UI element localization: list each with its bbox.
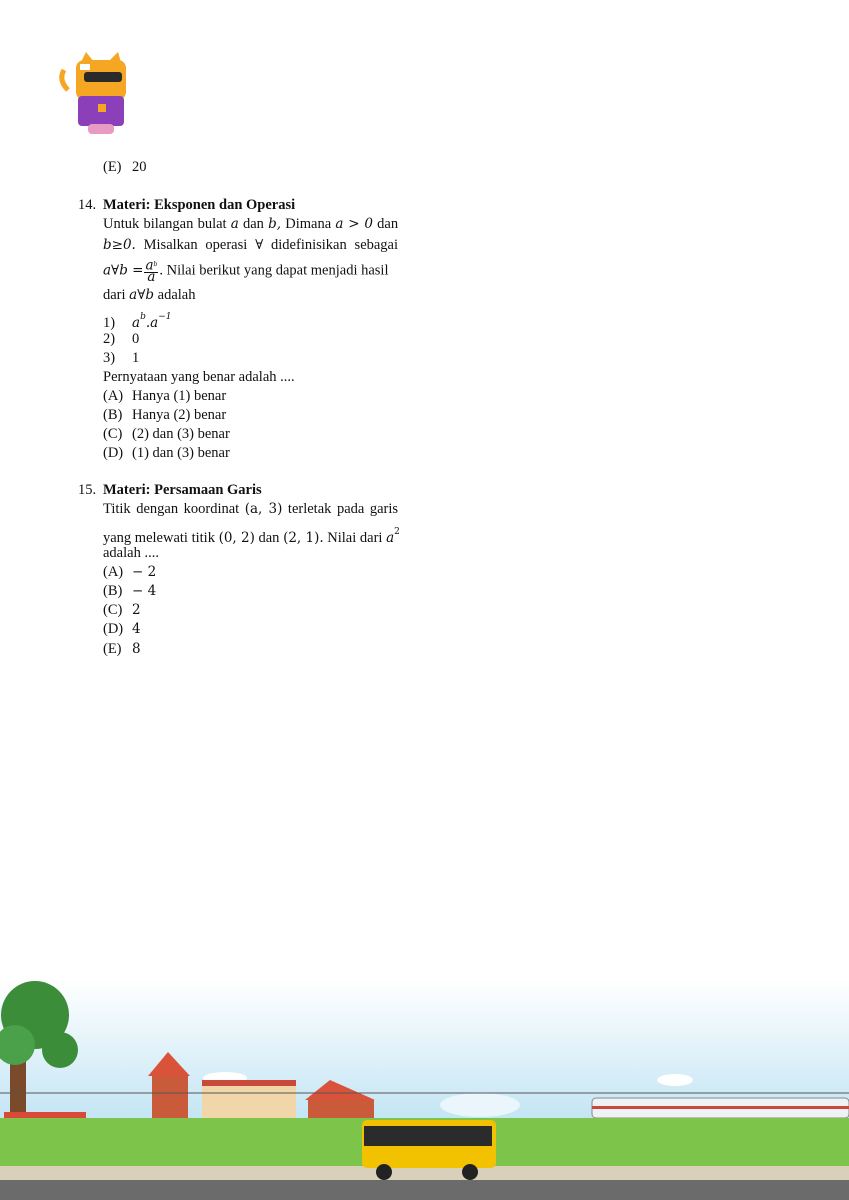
q15-number: 15. [78, 482, 97, 498]
q14-option-b[interactable]: (B) Hanya (2) benar [103, 407, 227, 423]
footer-city-illustration [0, 980, 849, 1200]
q15-option-e[interactable]: (E) 8 [103, 641, 141, 657]
q14-option-c[interactable]: (C) (2) dan (3) benar [103, 426, 230, 442]
q15-option-c[interactable]: (C) 2 [103, 602, 141, 618]
q14-option-d[interactable]: (D) (1) dan (3) benar [103, 445, 230, 461]
q15-text-line3: adalah .... [103, 545, 159, 561]
q15-option-d[interactable]: (D) 4 [103, 621, 141, 637]
q14-title: Materi: Eksponen dan Operasi [103, 197, 296, 213]
q14-text-line3: a∀b = $a^b$ a . Nilai berikut yang dapat menjadi hasil [103, 257, 389, 285]
q14-item-1: 1) $a^b.a^{-1}$ [103, 312, 172, 331]
q14-number: 14. [78, 197, 97, 213]
q14-text-line1: Untuk bilangan bulat a dan b, Dimana a > 0 dan [103, 216, 399, 232]
q14-option-a[interactable]: (A) Hanya (1) benar [103, 388, 227, 404]
prev-option-e: (E) 20 [103, 159, 147, 175]
q15-title: Materi: Persamaan Garis [103, 482, 262, 498]
q15-text-line2: yang melewati titik (0, 2) dan (2, 1). Nilai dari $a^2$ [103, 527, 400, 546]
operation-fraction: $a^b$ a [145, 257, 158, 285]
q14-text-line4: dari a∀b adalah [103, 287, 196, 303]
q14-text-line2: b≥0. Misalkan operasi ∀ didefinisikan sebagai [103, 237, 399, 253]
q14-statement: Pernyataan yang benar adalah .... [103, 369, 295, 385]
q15-option-b[interactable]: (B) − 4 [103, 583, 157, 599]
q14-item-2: 2) 0 [103, 331, 140, 347]
q15-text-line1: Titik dengan koordinat (a, 3) terletak pada garis [103, 501, 399, 517]
q15-option-a[interactable]: (A) − 2 [103, 564, 157, 580]
q14-item-3: 3) 1 [103, 350, 140, 366]
mascot-cat-logo [58, 50, 140, 136]
